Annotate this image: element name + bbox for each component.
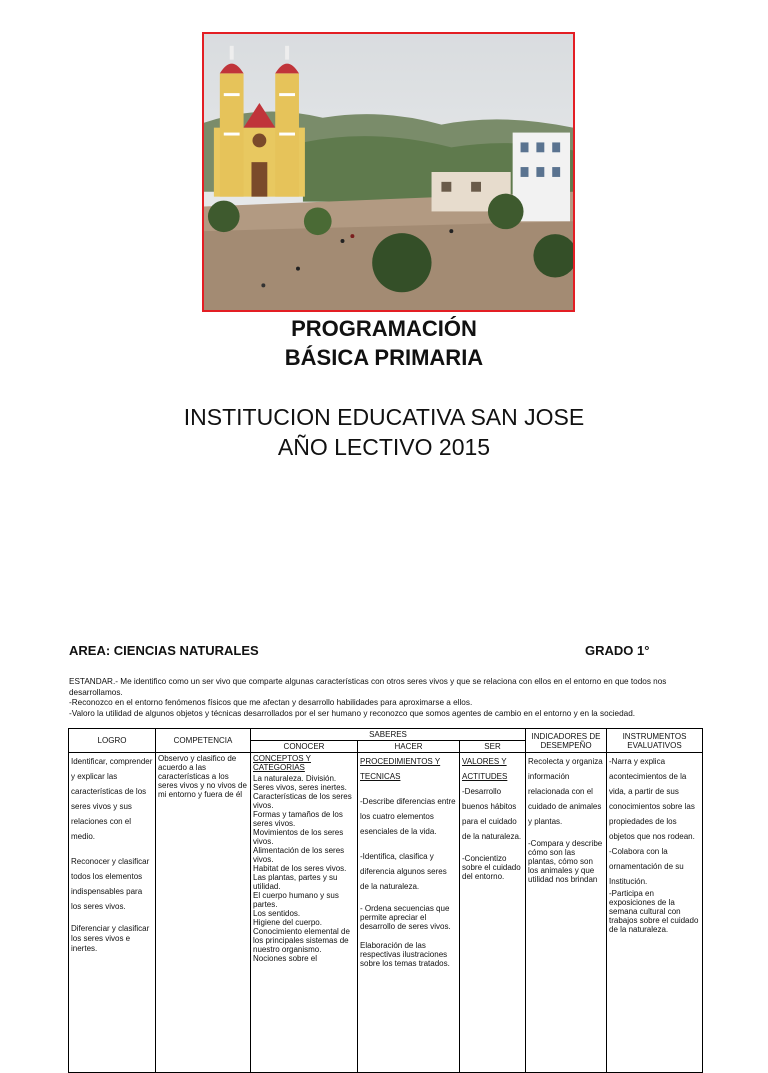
conocer-item: Habitat de los seres vivos. xyxy=(253,864,347,873)
conocer-item: Características de los seres vivos. xyxy=(253,792,352,810)
hacer-item: - Ordena secuencias que permite apreciar el desarrollo de seres vivos. xyxy=(360,904,451,931)
competencia-cell xyxy=(156,753,251,1073)
indicador-item: Recolecta y organiza información relacionada con el cuidado de animales y plantas. xyxy=(528,757,603,826)
ser-item: -Concientizo sobre el cuidado del entorno. xyxy=(462,854,521,881)
logro-cell xyxy=(69,753,156,1073)
header-competencia: COMPETENCIA xyxy=(156,729,251,753)
indicador-item: -Compara y describe cómo son las plantas, cómo son los animales y que utilidad nos brindan xyxy=(528,839,603,884)
header-saberes: SABERES xyxy=(251,729,526,741)
hacer-item: -Describe diferencias entre los cuatro elementos esenciales de la vida. xyxy=(360,797,456,836)
program-title: PROGRAMACIÓN xyxy=(291,316,477,341)
ser-title: VALORES Y ACTITUDES xyxy=(462,757,508,781)
estandar-line: -Reconozco en el entorno fenómenos físicos que me afectan y desarrollo habilidades para aproximarse a ellos. xyxy=(69,698,473,707)
conocer-item: La naturaleza. División. xyxy=(253,774,337,783)
conocer-item: Nociones sobre el xyxy=(253,954,318,963)
hacer-item: Elaboración de las respectivas ilustraciones sobre los temas tratados. xyxy=(360,941,450,968)
conocer-item: El cuerpo humano y sus partes. xyxy=(253,891,339,909)
header-logro: LOGRO xyxy=(69,729,156,753)
conocer-item: Las plantas, partes y su utilidad. xyxy=(253,873,338,891)
logro-text: Reconocer y clasificar todos los elementos indispensables para los seres vivos. xyxy=(71,857,150,911)
program-subtitle: BÁSICA PRIMARIA xyxy=(284,345,484,370)
hacer-cell xyxy=(358,753,460,1073)
estandar-line: ESTANDAR.- Me identifico como un ser vivo que comparte algunas características con otros seres vivos y que se relaciona con ellos en el entorno en que todos nos desarrollamos. xyxy=(69,677,667,697)
header-instrumentos: INSTRUMENTOS EVALUATIVOS xyxy=(607,729,703,753)
program-table xyxy=(68,728,703,1073)
instrumento-item: -Colabora con la ornamentación de su Institución. xyxy=(609,847,684,886)
conocer-item: Movimientos de los seres vivos. xyxy=(253,828,344,846)
conocer-item: Formas y tamaños de los seres vivos. xyxy=(253,810,343,828)
conocer-cell xyxy=(251,753,358,1073)
estandar-line: -Valoro la utilidad de algunos objetos y técnicas desarrollados por el ser humano y reconozco que somos agentes de cambio en el entorno y en la sociedad. xyxy=(69,708,636,718)
ser-cell xyxy=(460,753,526,1073)
instrumentos-cell xyxy=(607,753,703,1073)
instrumento-item: -Narra y explica acontecimientos de la vida, a partir de sus conocimientos sobre las propiedades de los objetos que nos rodean. xyxy=(609,757,695,841)
hacer-item: -Identifica, clasifica y diferencia algunos seres de la naturaleza. xyxy=(360,852,447,891)
hacer-title: PROCEDIMIENTOS Y TECNICAS xyxy=(360,757,441,781)
header-ser: SER xyxy=(460,741,526,753)
instrumento-item: -Participa en exposiciones de la semana cultural con trabajos sobre el cuidado de la naturaleza. xyxy=(609,889,699,934)
conocer-item: Conocimiento elemental de los principales sistemas de nuestro organismo. xyxy=(253,927,350,954)
estandar-block xyxy=(69,677,709,719)
grado-label: GRADO 1° xyxy=(585,643,650,658)
church-plaza-photo xyxy=(202,32,575,312)
indicadores-cell xyxy=(526,753,607,1073)
conocer-title: CONCEPTOS Y CATEGORIAS xyxy=(253,754,311,772)
school-year: AÑO LECTIVO 2015 xyxy=(277,434,491,460)
area-label: AREA: CIENCIAS NATURALES xyxy=(69,643,259,658)
logro-text: Identificar, comprender y explicar las características de los seres vivos y sus relaciones con el medio. xyxy=(71,757,153,841)
ser-item: -Desarrollo buenos hábitos para el cuidado de la naturaleza. xyxy=(462,787,522,841)
plaza-illustration xyxy=(204,34,573,310)
conocer-item: Alimentación de los seres vivos. xyxy=(253,846,345,864)
school-name: INSTITUCION EDUCATIVA SAN JOSE xyxy=(183,404,585,430)
header-conocer: CONOCER xyxy=(251,741,358,753)
conocer-item: Higiene del cuerpo. xyxy=(253,918,322,927)
competencia-text: Observo y clasifico de acuerdo a las características a los seres vivos y no vivos de mi entorno y fuera de él xyxy=(158,754,247,799)
conocer-item: Los sentidos. xyxy=(253,909,301,918)
header-indicadores: INDICADORES DE DESEMPEÑO xyxy=(526,729,607,753)
logro-text: Diferenciar y clasificar los seres vivos e inertes. xyxy=(71,924,150,953)
conocer-item: Seres vivos, seres inertes. xyxy=(253,783,347,792)
header-hacer: HACER xyxy=(358,741,460,753)
